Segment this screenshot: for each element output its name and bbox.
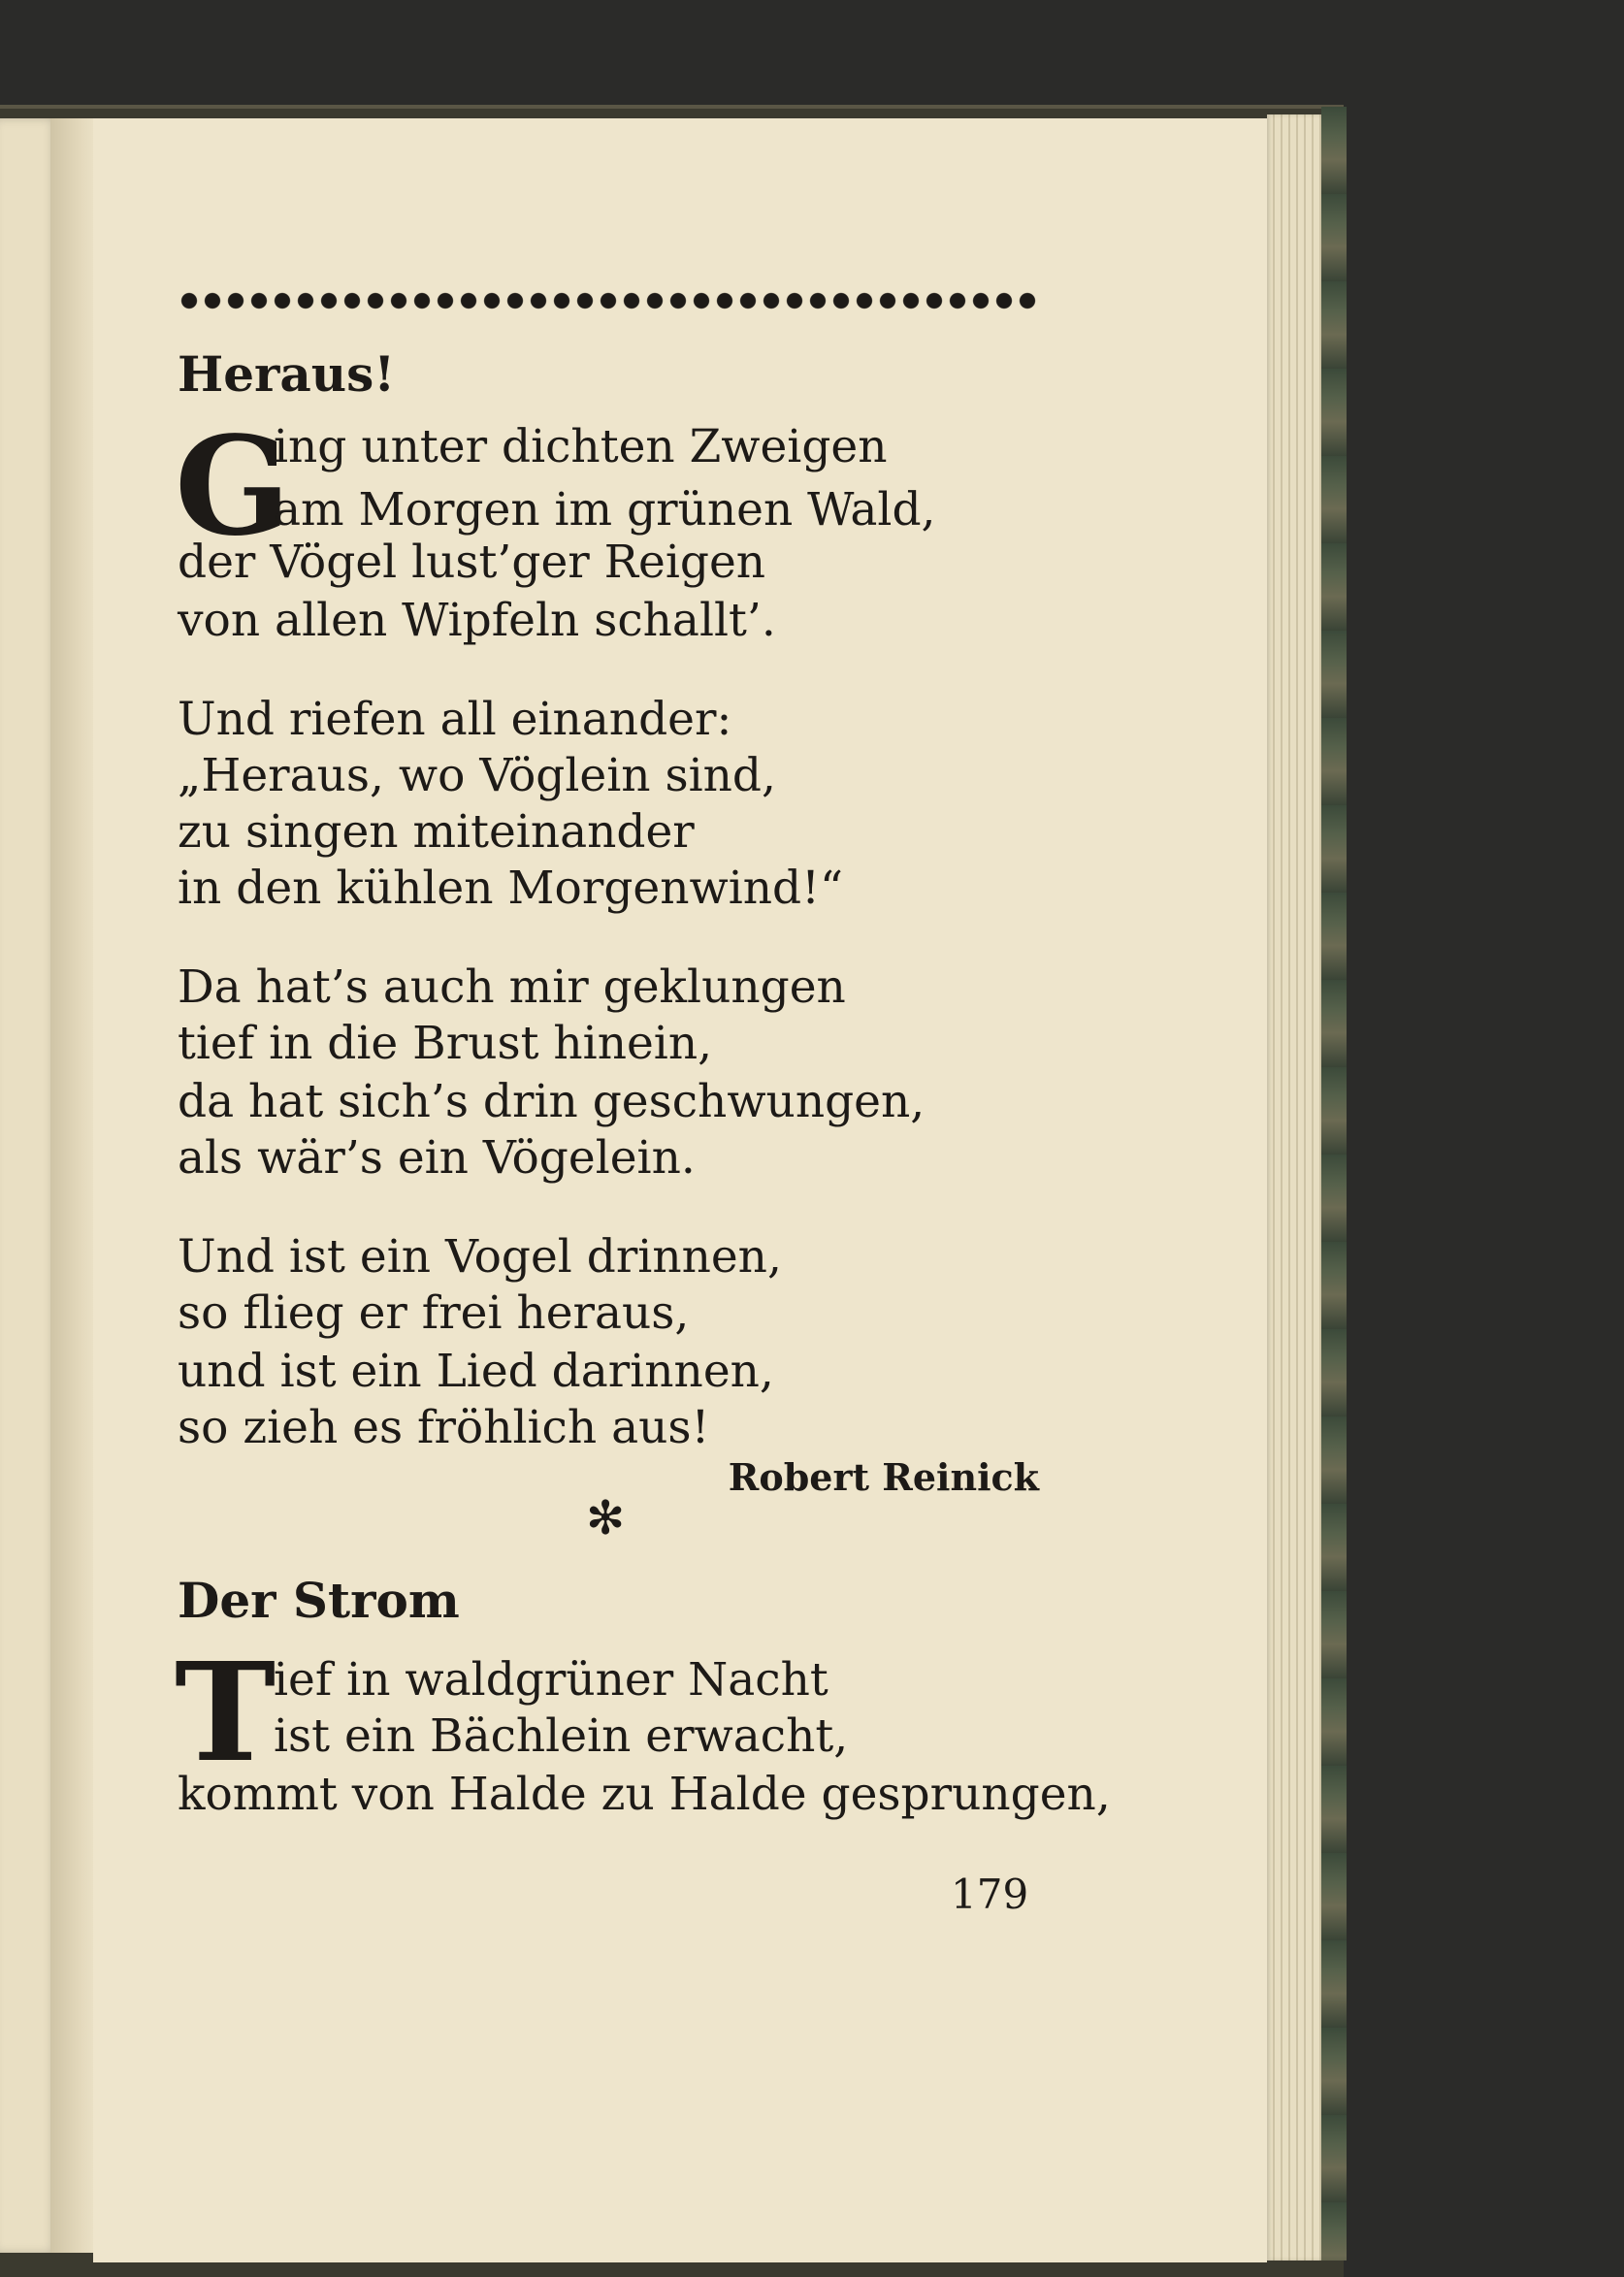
- poem-line: und ist ein Lied darinnen,: [178, 1345, 774, 1398]
- poem-line: ief in waldgrüner Nacht: [274, 1653, 828, 1707]
- poem-line: kommt von Halde zu Halde gesprungen,: [178, 1768, 1111, 1821]
- poem-line: in den kühlen Morgenwind!“: [178, 862, 844, 915]
- poem-line: der Vögel lust’ger Reigen: [178, 536, 766, 589]
- asterism-separator: ✻: [586, 1491, 626, 1545]
- ornamental-rule: [178, 289, 1041, 312]
- poem-title-der-strom: Der Strom: [178, 1572, 460, 1629]
- poem-line: tief in die Brust hinein,: [178, 1017, 713, 1070]
- poem-line: Und ist ein Vogel drinnen,: [178, 1230, 782, 1284]
- poem-line: Da hat’s auch mir geklungen: [178, 960, 846, 1014]
- poem-line: ist ein Bächlein erwacht,: [274, 1709, 849, 1763]
- page-number: 179: [951, 1870, 1029, 1918]
- poem-line: so zieh es fröhlich aus!: [178, 1401, 710, 1454]
- poem-line: als wär’s ein Vögelein.: [178, 1131, 696, 1185]
- poem-author: Robert Reinick: [728, 1455, 1039, 1499]
- poem-line: von allen Wipfeln schallt’.: [178, 594, 776, 647]
- poem-title-heraus: Heraus!: [178, 345, 396, 403]
- poem-line: da hat sich’s drin geschwungen,: [178, 1075, 926, 1128]
- drop-cap-g: G: [175, 407, 291, 567]
- poem-line: am Morgen im grünen Wald,: [274, 483, 936, 537]
- poem-line: „Heraus, wo Vöglein sind,: [178, 749, 776, 802]
- drop-cap-t: T: [175, 1634, 276, 1793]
- poem-line: ing unter dichten Zweigen: [274, 420, 888, 473]
- poem-line: zu singen miteinander: [178, 805, 695, 859]
- poem-line: Und riefen all einander:: [178, 693, 732, 746]
- poem-line: so flieg er frei heraus,: [178, 1286, 690, 1340]
